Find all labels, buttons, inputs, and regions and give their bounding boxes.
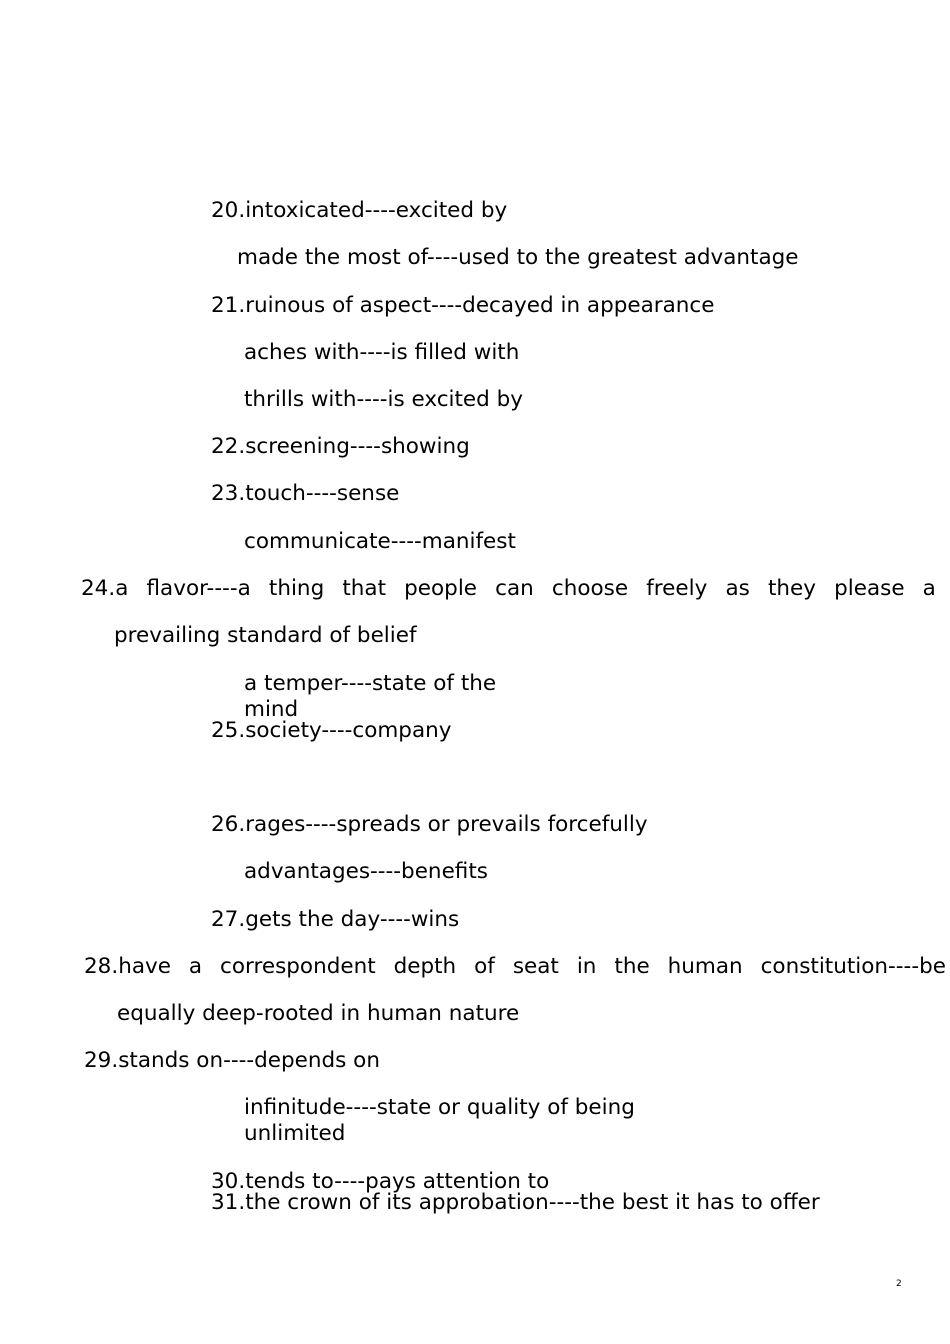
entry-24-word: 24.a	[81, 576, 129, 601]
entry-24-word: can	[495, 576, 534, 601]
entry-24-word: that	[342, 576, 387, 601]
entry-28-word: depth	[393, 954, 457, 979]
entry-28-word: the	[614, 954, 650, 979]
entry-20: 20.intoxicated----excited by	[211, 198, 508, 223]
entry-28-word: human	[667, 954, 743, 979]
entry-28-continuation: equally deep-rooted in human nature	[117, 1001, 520, 1026]
entry-24-word: thing	[268, 576, 325, 601]
entry-24-word: flavor----a	[146, 576, 251, 601]
entry-28-word: of	[474, 954, 495, 979]
entry-26-sub: advantages----benefits	[244, 859, 488, 884]
entry-24	[81, 576, 936, 602]
entry-24-word: people	[404, 576, 478, 601]
entry-21-sub-2: thrills with----is excited by	[244, 387, 524, 412]
entry-28-word: constitution----be	[760, 954, 946, 979]
entry-27: 27.gets the day----wins	[211, 907, 460, 932]
entry-24-word: freely	[646, 576, 708, 601]
entry-24-continuation: prevailing standard of belief	[114, 623, 417, 648]
entry-23: 23.touch----sense	[211, 481, 400, 506]
entry-21: 21.ruinous of aspect----decayed in appearance	[211, 293, 715, 318]
entry-30: 30.tends to----pays attention to	[211, 1169, 550, 1194]
entry-26: 26.rages----spreads or prevails forcefully	[211, 812, 648, 837]
entry-29: 29.stands on----depends on	[84, 1048, 380, 1073]
entry-24-sub: a temper----state of the mind	[244, 671, 497, 722]
entry-31: 31.the crown of its approbation----the best it has to offer	[211, 1190, 820, 1215]
entry-28-word: seat	[512, 954, 559, 979]
entry-20-sub: made the most of----used to the greatest advantage	[237, 245, 799, 270]
entry-24-word: choose	[551, 576, 629, 601]
entry-28	[84, 954, 946, 980]
entry-24-word: as	[725, 576, 750, 601]
entry-24-word: they	[767, 576, 816, 601]
entry-28-word: in	[576, 954, 597, 979]
entry-25: 25.society----company	[211, 718, 452, 743]
entry-21-sub-1: aches with----is filled with	[244, 340, 520, 365]
entry-24-word: please	[834, 576, 905, 601]
entry-29-sub: infinitude----state or quality of being unlimited	[244, 1095, 635, 1146]
entry-22: 22.screening----showing	[211, 434, 470, 459]
entry-28-word: 28.have	[84, 954, 171, 979]
entry-23-sub: communicate----manifest	[244, 529, 516, 554]
page-number: 2	[896, 1279, 902, 1289]
entry-24-word: a	[922, 576, 936, 601]
entry-28-word: correspondent	[220, 954, 376, 979]
entry-28-word: a	[188, 954, 203, 979]
